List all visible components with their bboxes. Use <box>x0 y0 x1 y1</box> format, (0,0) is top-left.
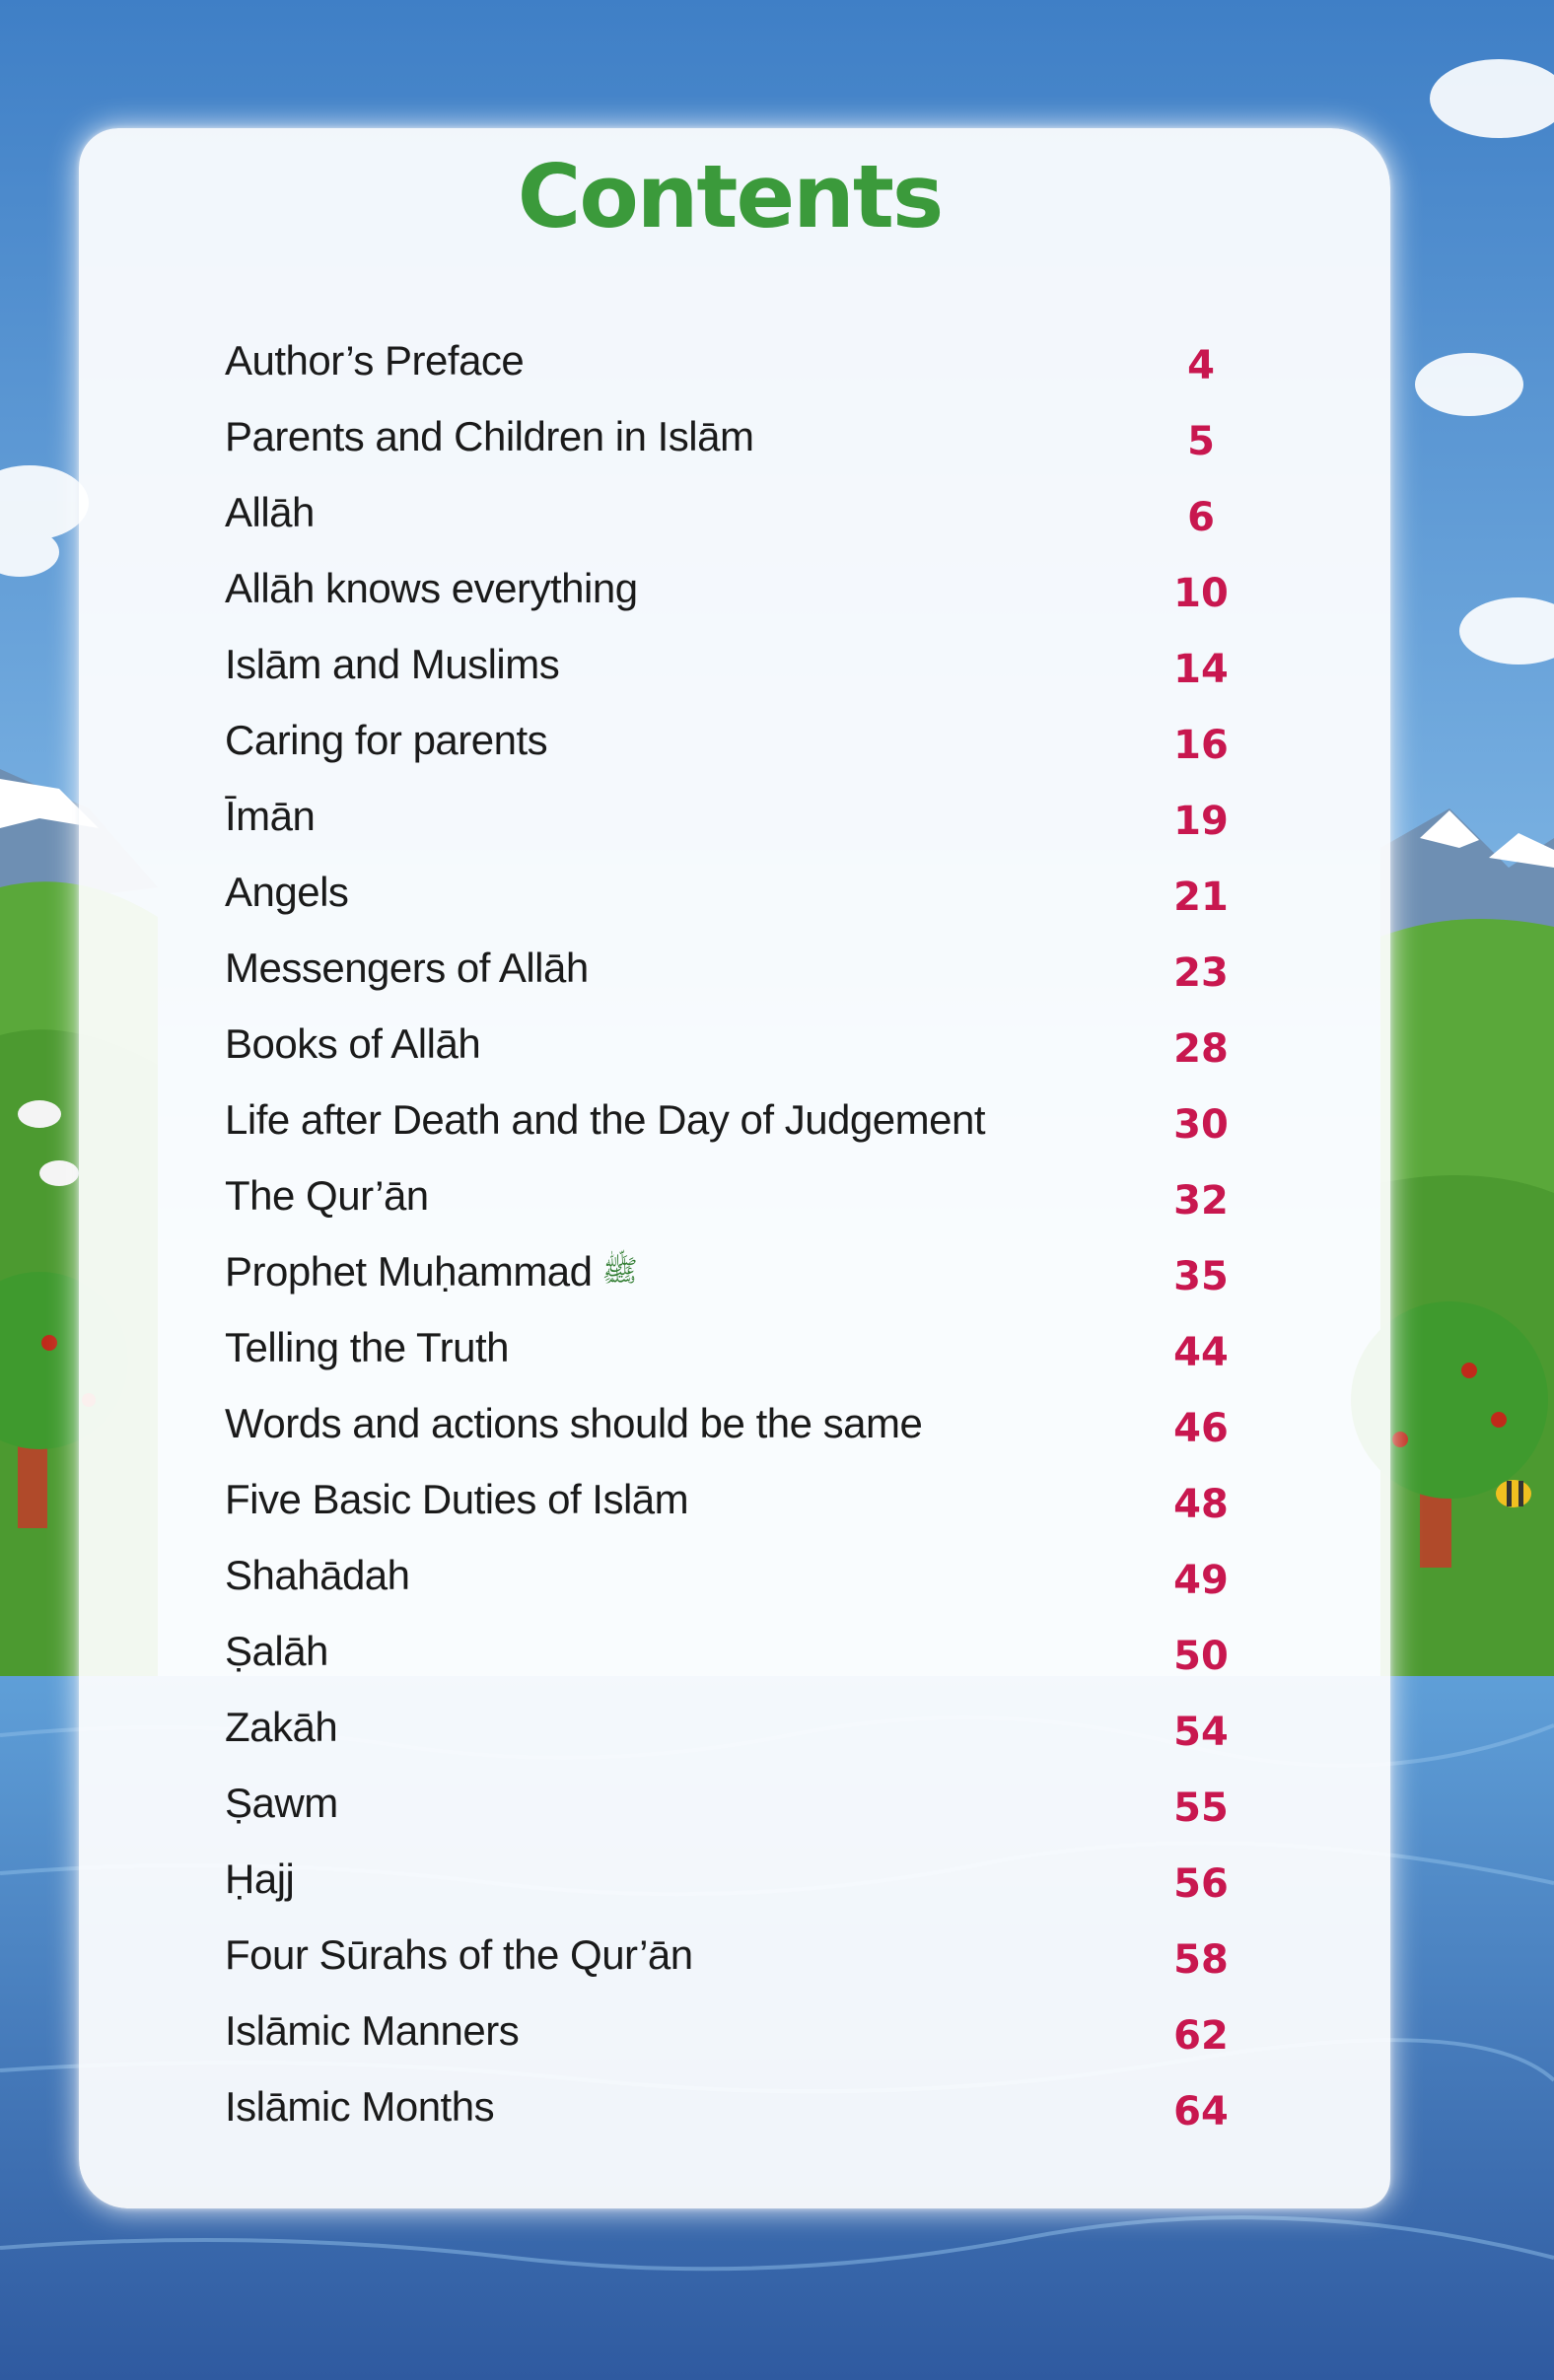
toc-entry-page: 32 <box>1173 1178 1229 1224</box>
toc-entry-page: 28 <box>1173 1026 1229 1072</box>
toc-entry[interactable] <box>225 945 1229 1014</box>
toc-entry[interactable] <box>225 1020 1229 1089</box>
toc-entry-title: Allāh <box>225 489 315 535</box>
toc-entry[interactable] <box>225 793 1229 862</box>
toc-entry-title: Islāmic Months <box>225 2083 495 2130</box>
toc-entry-page: 50 <box>1173 1634 1229 1679</box>
toc-entry[interactable] <box>225 489 1215 558</box>
toc-entry[interactable] <box>225 1248 1229 1317</box>
toc-entry-title <box>225 1248 638 1295</box>
toc-entry-title: Messengers of Allāh <box>225 945 589 991</box>
toc-entry[interactable] <box>225 717 1229 786</box>
toc-entry-title: Īmān <box>225 793 316 839</box>
toc-entry-page: 44 <box>1173 1330 1229 1375</box>
toc-entry-page: 55 <box>1173 1785 1229 1831</box>
toc-entry-title: Five Basic Duties of Islām <box>225 1476 689 1522</box>
toc-entry[interactable] <box>225 1704 1229 1773</box>
toc-entry[interactable] <box>225 1628 1229 1697</box>
toc-entry[interactable] <box>225 1324 1229 1393</box>
toc-entry[interactable] <box>225 1780 1229 1849</box>
toc-entry-page: 16 <box>1173 723 1229 768</box>
toc-entry-title: Allāh knows everything <box>225 565 638 611</box>
toc-entry[interactable] <box>225 2007 1229 2076</box>
toc-entry-title: Islāmic Manners <box>225 2007 520 2054</box>
toc-entry-page: 5 <box>1187 419 1215 464</box>
toc-entry-page: 62 <box>1173 2013 1229 2059</box>
toc-entry-page: 46 <box>1173 1406 1229 1451</box>
toc-entry-page: 64 <box>1173 2089 1229 2135</box>
toc-entry-title: Four Sūrahs of the Qur’ān <box>225 1931 693 1978</box>
toc-entry-page: 14 <box>1173 647 1229 692</box>
toc-entry-title: Ṣalāh <box>225 1628 328 1674</box>
toc-entry-page: 56 <box>1173 1861 1229 1907</box>
toc-entry[interactable] <box>225 1476 1229 1545</box>
toc-entry[interactable] <box>225 337 1215 406</box>
toc-entry-title: Parents and Children in Islām <box>225 413 754 459</box>
toc-entry-title-text: Prophet Muḥammad <box>225 1248 593 1295</box>
toc-entry-title: Words and actions should be the same <box>225 1400 923 1446</box>
toc-entry-title: Life after Death and the Day of Judgement <box>225 1096 985 1143</box>
toc-entry-page: 35 <box>1173 1254 1229 1299</box>
toc-entry[interactable] <box>225 1855 1229 1925</box>
toc-entry-title: Zakāh <box>225 1704 338 1750</box>
toc-entry[interactable] <box>225 2083 1229 2152</box>
toc-entry-page: 48 <box>1173 1482 1229 1527</box>
page-title: Contents <box>517 146 943 247</box>
toc-entry-page: 49 <box>1173 1558 1229 1603</box>
toc-entry-page: 6 <box>1187 495 1215 540</box>
toc-entry-page: 23 <box>1173 950 1229 996</box>
toc-entry-title: Telling the Truth <box>225 1324 510 1370</box>
toc-entry[interactable] <box>225 1552 1229 1621</box>
toc-entry-page: 4 <box>1187 343 1215 388</box>
toc-entry-title: Ṣawm <box>225 1780 338 1826</box>
honorific-calligraphy-icon: ﷺ <box>601 1255 638 1289</box>
toc-entry-page: 58 <box>1173 1937 1229 1983</box>
toc-entry-title: Shahādah <box>225 1552 410 1598</box>
toc-entry[interactable] <box>225 641 1229 710</box>
toc-entry[interactable] <box>225 1096 1229 1165</box>
toc-entry[interactable] <box>225 565 1229 634</box>
toc-entry[interactable] <box>225 413 1215 482</box>
toc-entry-title: Author’s Preface <box>225 337 525 384</box>
toc-entry-page: 21 <box>1173 875 1229 920</box>
toc-entry-title: Angels <box>225 869 349 915</box>
toc-entry[interactable] <box>225 1400 1229 1469</box>
toc-entry[interactable] <box>225 1931 1229 2000</box>
toc-entry-page: 54 <box>1173 1710 1229 1755</box>
toc-entry-page: 10 <box>1173 571 1229 616</box>
toc-entry-title: Islām and Muslims <box>225 641 560 687</box>
toc-entry[interactable] <box>225 869 1229 938</box>
toc-entry-title: Ḥajj <box>225 1855 295 1902</box>
toc-entry-title: Books of Allāh <box>225 1020 481 1067</box>
toc-entry[interactable] <box>225 1172 1229 1241</box>
toc-entry-title: Caring for parents <box>225 717 548 763</box>
toc-entry-page: 19 <box>1173 799 1229 844</box>
toc-entry-title: The Qur’ān <box>225 1172 429 1219</box>
toc-entry-page: 30 <box>1173 1102 1229 1148</box>
